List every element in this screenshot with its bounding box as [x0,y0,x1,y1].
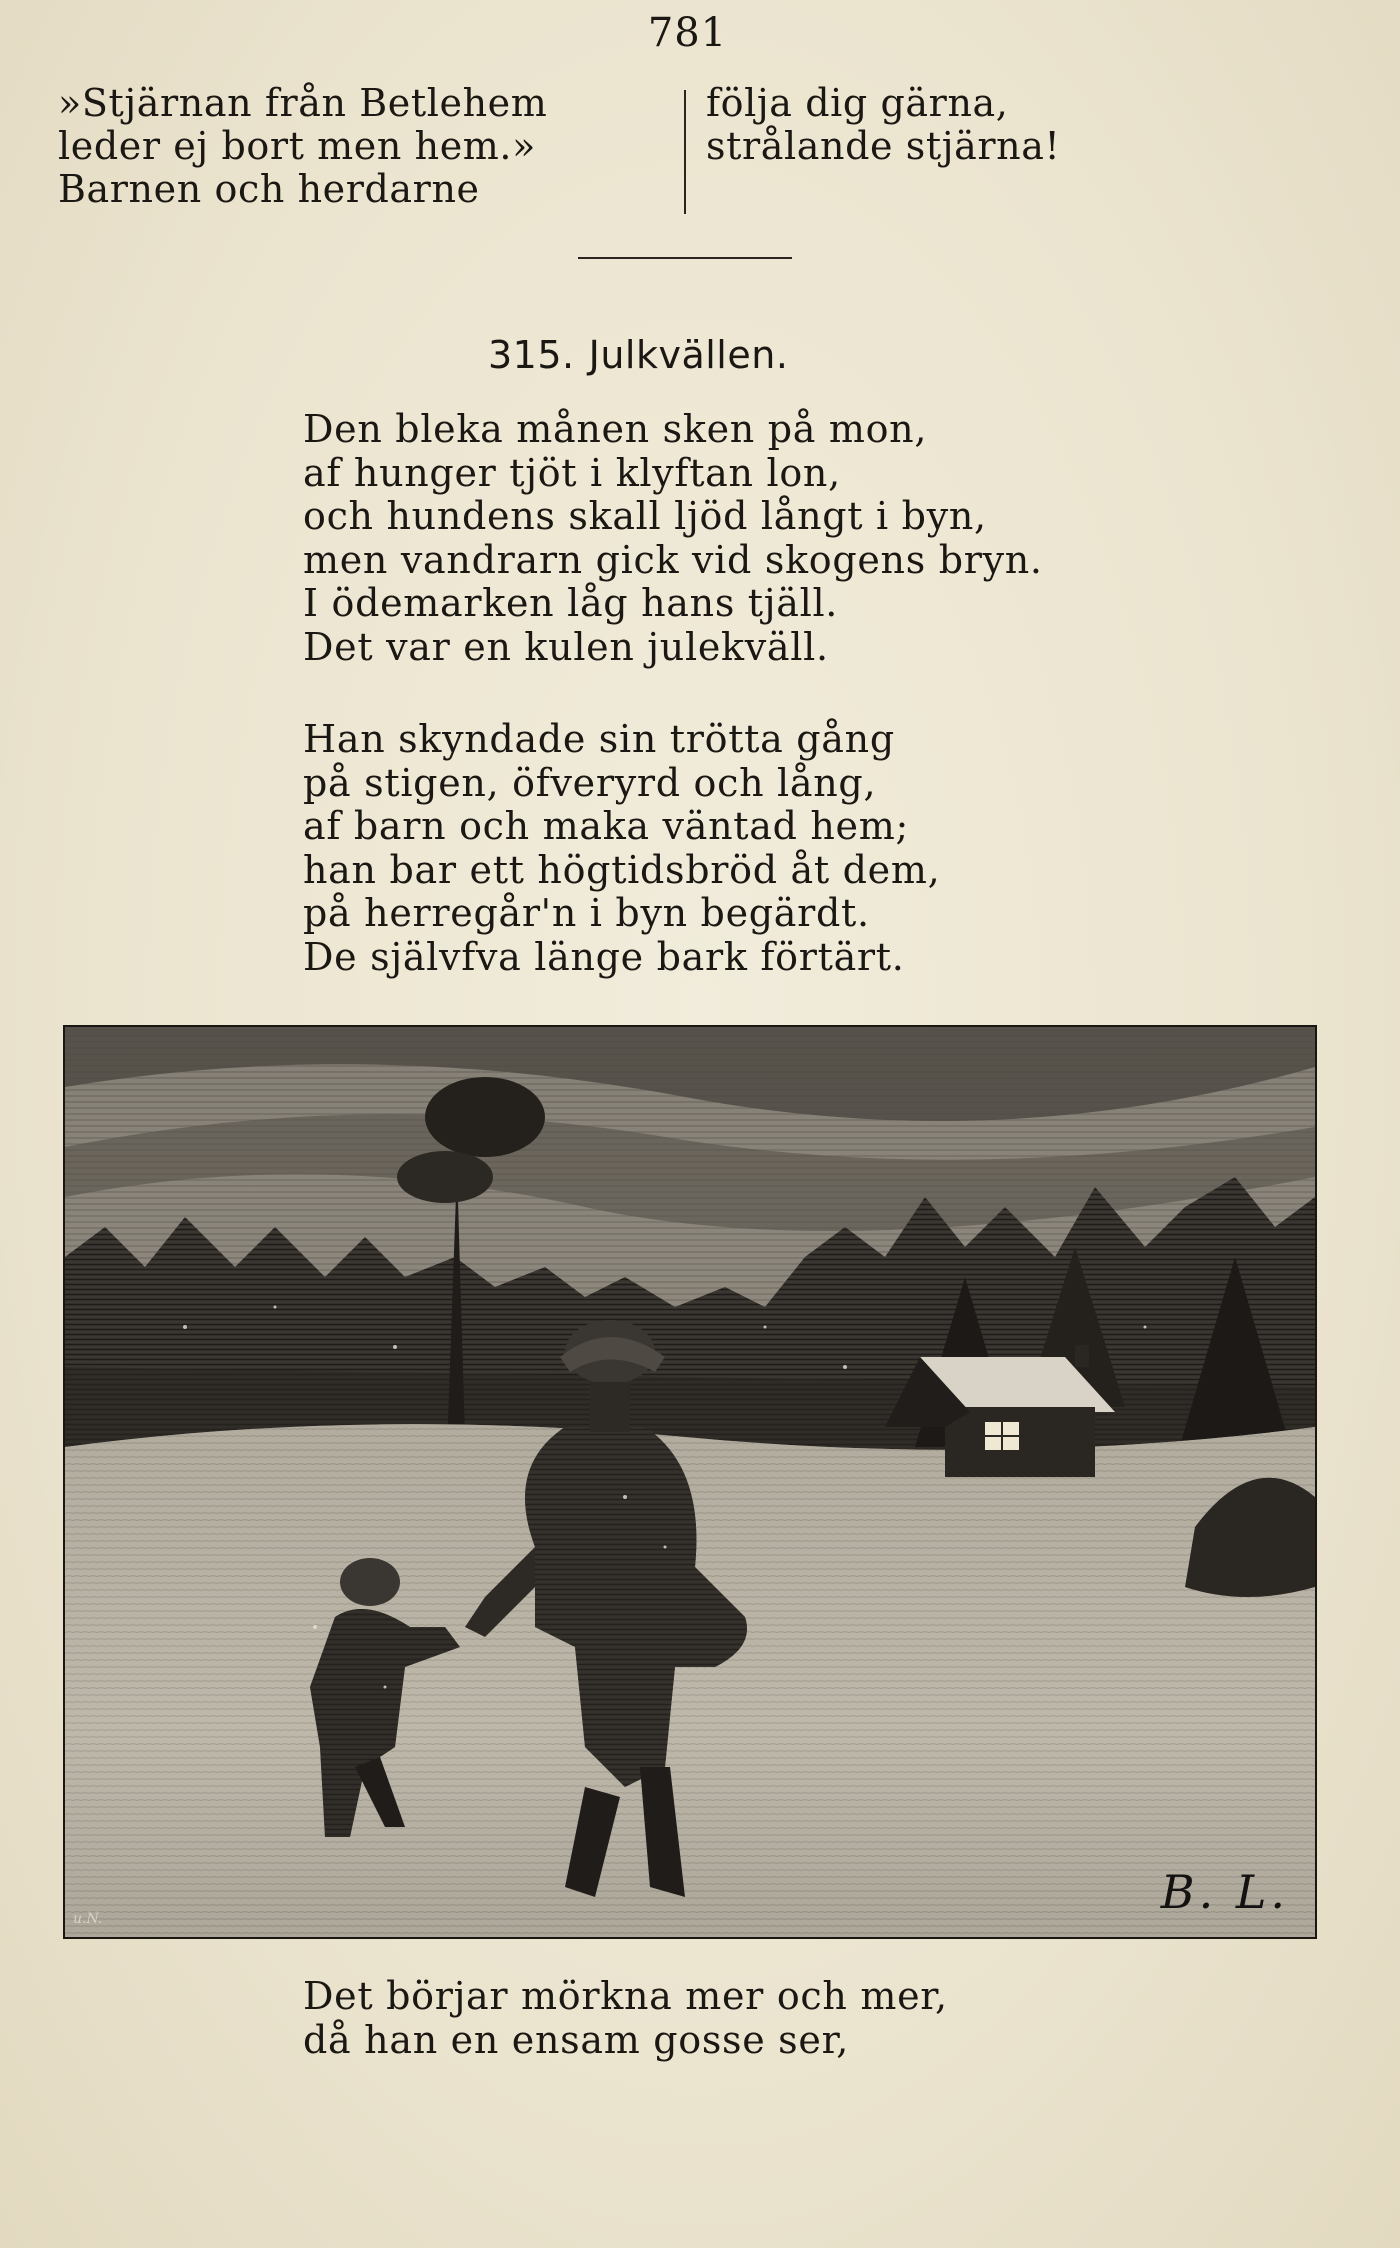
winter-night-scene [65,1027,1315,1937]
verse-line: han bar ett högtidsbröd åt dem, [303,847,941,892]
verse-line: I ödemarken låg hans tjäll. [303,581,839,625]
verse-line: Det var en kulen julekväll. [303,624,829,669]
previous-poem-line: Barnen och herdarne [58,167,480,211]
verse-line: Han skyndade sin trötta gång [303,717,895,761]
verse-line: Den bleka månen sken på mon, [303,407,928,451]
stanza-2 [303,718,940,979]
engraving-illustration [63,1025,1317,1939]
verse-line: då han en ensam gosse ser, [303,2017,850,2062]
artist-signature: B. L. [1160,1865,1289,1919]
previous-poem-right-column [706,82,1060,168]
poem-title: Julkvällen. [588,333,789,377]
previous-poem-line: strålande stjärna! [706,124,1061,168]
verse-line: De självfva länge bark förtärt. [303,934,905,979]
stanza-1 [303,408,1043,669]
column-divider [684,90,686,214]
verse-line: af hunger tjöt i klyftan lon, [303,450,841,495]
previous-poem-line: följa dig gärna, [706,81,1009,125]
verse-line: af barn och maka väntad hem; [303,804,909,848]
verse-line: och hundens skall ljöd långt i byn, [303,494,987,538]
pine-crown [425,1077,545,1157]
previous-poem-left-column [58,82,547,211]
engraver-mark: u.N. [73,1911,103,1927]
verse-line: men vandrarn gick vid skogens bryn. [303,537,1043,582]
stanza-3-continuation [303,1975,948,2062]
previous-poem-line: leder ej bort men hem.» [58,124,536,168]
previous-poem-line: »Stjärnan från Betlehem [58,81,548,125]
poem-heading [488,333,788,377]
verse-line: på stigen, öfveryrd och lång, [303,760,877,805]
page-number: 781 [647,10,728,56]
verse-line: Det börjar mörkna mer och mer, [303,1974,948,2018]
poem-number: 315. [488,333,575,377]
section-rule [578,257,792,259]
verse-line: på herregår'n i byn begärdt. [303,891,870,935]
